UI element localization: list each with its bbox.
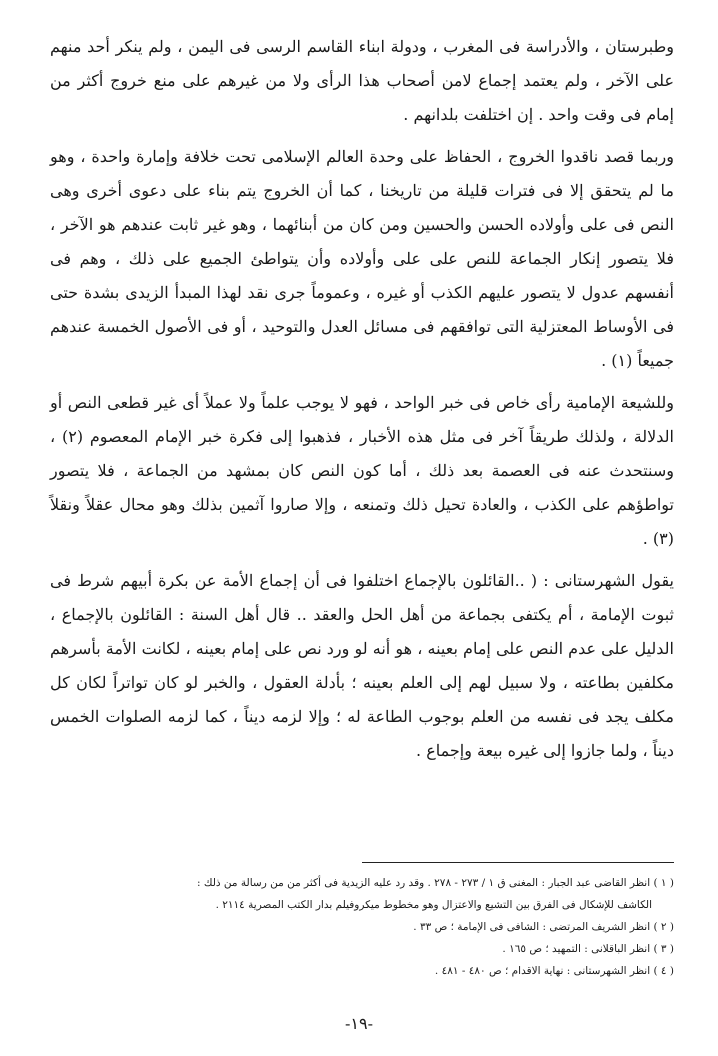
paragraph-text: وطبرستان ، والأدراسة فى المغرب ، ودولة ابناء القاسم الرسى فى اليمن ، ولم ينكر أحد منهم على الآخر ، ولم يعتمد إجماع لامن أصحاب هذا الرأى ولا من غيرهم على منع خروج أكثر من إمام فى وقت واحد . إن اختلفت بلدانهم . — [50, 37, 674, 124]
footnote-1-continuation: الكاشف للإشكال فى الفرق بين التشيع والاعتزال وهو مخطوط ميكروفيلم بدار الكتب المصرية ٢١١٤ . — [215, 899, 652, 911]
body-paragraph-3 — [50, 386, 674, 556]
paragraph-text: وربما قصد ناقدوا الخروج ، الحفاظ على وحدة العالم الإسلامى تحت خلافة وإمارة واحدة ، وهو ما لم يتحقق إلا فى فترات قليلة من تاريخنا ، كما أن الخروج يتم بناء على دعوى أخرى وهى النص فى على وأولاده الحسن والحسين ومن كان من أبنائهما ، وهو غير ثابت عندهم هو الآخر ، فلا يتصور إنكار الجماعة للنص على على وأولاده وأن يتواطئ الجميع على ذلك ، وهم فى أنفسهم عدول لا يتصور عليهم الكذب أو غيره ، وعموماً جرى نقد لهذا المبدأ الزيدى بشدة حتى فى الأوساط المعتزلية التى توافقهم فى مسائل العدل والتوحيد ، أو فى الأصول الخمسة عندهم جميعاً (١) . — [50, 147, 675, 370]
page-number: -١٩- — [345, 1014, 373, 1033]
body-paragraph-2 — [50, 140, 674, 378]
footnote-1: ( ١ ) انظر القاضى عبد الجبار : المغنى ق ١ / ٢٧٣ - ٢٧٨ . وقد رد عليه الزيدية فى أكثر من من رسالة من ذلك : — [197, 877, 674, 889]
paragraph-text: وللشيعة الإمامية رأى خاص فى خبر الواحد ، فهو لا يوجب علماً ولا عملاً أى غير قطعى النص أو الدلالة ، ولذلك طريقاً آخر فى مثل هذه الأخبار ، فذهبوا إلى فكرة خبر الإمام المعصوم (٢) ، وسنتحدث عنه فى العصمة بعد ذلك ، أما كون النص كان بمشهد من الجماعة ، فلا يتصور تواطؤهم على الكذب ، والعادة تحيل ذلك وتمنعه ، وإلا صاروا آثمين بذلك وهو محال عقلاً ونقلاً (٣) . — [50, 393, 674, 548]
footnotes-section — [40, 872, 674, 982]
paragraph-text: يقول الشهرستانى : ( ..القائلون بالإجماع اختلفوا فى أن إجماع الأمة عن بكرة أبيهم شرط فى ثبوت الإمامة ، أم يكتفى بجماعة من أهل الحل والعقد .. قال أهل السنة : القائلون بالإجماع ، الدليل على عدم النص على إمام بعينه ، هو أنه لو ورد نص على إمام بعينه ، لكانت الأمة بأسرهم مكلفين بطاعته ، ولا سبيل لهم إلى العلم بعينه ؛ بأدلة العقول ، والخبر لو كان تواتراً لكان كل مكلف يجد فى نفسه من العلم بوجوب الطاعة له ؛ وإلا لزمه ديناً ، كما لزمه الصلوات الخمس ديناً ، ولما جازوا إلى غيره بيعة وإجماع . — [50, 571, 675, 760]
footnote-divider — [362, 862, 674, 863]
footnote-3: ( ٣ ) انظر الباقلانى : التمهيد ؛ ص ١٦٥ . — [502, 943, 674, 955]
footnote-2: ( ٢ ) انظر الشريف المرتضى : الشافى فى الإمامة ؛ ص ٣٣ . — [413, 921, 674, 933]
body-paragraph-4 — [50, 564, 674, 768]
footnote-4: ( ٤ ) انظر الشهرستانى : نهاية الاقدام ؛ ص ٤٨٠ - ٤٨١ . — [434, 965, 674, 977]
body-paragraph-1 — [50, 30, 674, 132]
